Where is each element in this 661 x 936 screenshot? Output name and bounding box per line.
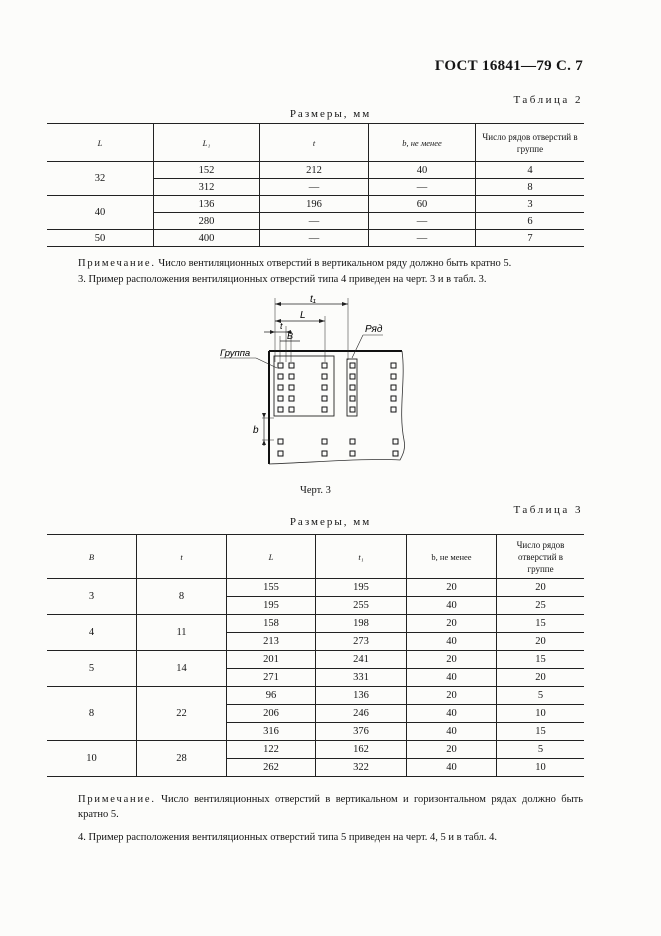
note1-text: Число вентиляционных отверстий в вертикальном ряду должно быть кратно 5. [158,258,512,269]
table-row [47,741,584,759]
table3-cell: 213 [227,633,316,651]
table2-cell: — [260,213,369,230]
table3-cell-t: 11 [137,615,227,651]
table3-sizes-label: Размеры, мм [289,516,372,528]
table3-cell: 5 [497,741,585,759]
table2-header-L1: L₁ [154,124,260,162]
table3-header-row [47,535,584,579]
table3-cell-B: 5 [47,651,137,687]
table3-cell-t: 14 [137,651,227,687]
group-label: Группа [220,348,251,359]
table3-cell: 273 [316,633,407,651]
vent-hole [322,374,327,379]
table3-cell: 10 [497,759,585,777]
table-3 [47,534,584,777]
table3-cell: 20 [407,579,497,597]
table3-header-rows: Число рядов отверстий в группе [497,535,585,579]
table-row [47,230,584,247]
table3-cell: 255 [316,597,407,615]
table2-cell: 8 [476,179,585,196]
table3-cell: 40 [407,633,497,651]
table3-cell: 376 [316,723,407,741]
vent-hole [350,439,355,444]
table3-cell: 122 [227,741,316,759]
table3-header-B: B [47,535,137,579]
table3-body [47,579,584,777]
dim-L-arrow-right [319,319,325,323]
table3-cell: 195 [227,597,316,615]
row-leader [352,335,363,358]
vent-hole [322,385,327,390]
table3-cell: 206 [227,705,316,723]
dim-t1-arrow-left [275,302,281,306]
dim-B-label: B [287,331,294,341]
page-header: ГОСТ 16841—79 С. 7 [434,58,583,74]
table2-header-rows: Число рядов отверстий в группе [476,124,585,162]
table3-cell: 20 [407,687,497,705]
table3-cell-t: 28 [137,741,227,777]
dim-t1-label: t₁ [310,294,316,305]
table2-cell-L: 32 [47,162,154,196]
vent-hole [278,374,283,379]
table2-cell: 7 [476,230,585,247]
vent-hole [350,363,355,368]
vent-hole [350,374,355,379]
table3-cell-B: 10 [47,741,137,777]
note1-label: Примечание. [78,258,156,269]
table2-cell: 136 [154,196,260,213]
table3-cell: 158 [227,615,316,633]
dim-b-arrow-top [262,413,266,418]
table2-cell: 400 [154,230,260,247]
table2-cell: 280 [154,213,260,230]
table-row [47,579,584,597]
table2-caption: Таблица 2 [513,94,583,106]
table-row [47,196,584,213]
table3-cell-t: 8 [137,579,227,615]
vent-hole [322,439,327,444]
table2-cell-L: 50 [47,230,154,247]
note-1 [78,256,583,271]
table3-cell: 322 [316,759,407,777]
table3-cell: 20 [497,633,585,651]
table3-cell-B: 8 [47,687,137,741]
table-row [47,162,584,179]
row-label: Ряд [365,324,383,335]
table3-cell: 5 [497,687,585,705]
vent-hole [289,363,294,368]
table2-header-t: t [260,124,369,162]
table3-cell: 20 [407,741,497,759]
table3-cell-B: 4 [47,615,137,651]
vent-hole [322,451,327,456]
paragraph-4: 4. Пример расположения вентиляционных отверстий типа 5 приведен на черт. 4, 5 и в табл. 4. [78,832,498,843]
table2-cell: 212 [260,162,369,179]
table2-cell: — [369,213,476,230]
table2-sizes-label: Размеры, мм [289,108,372,120]
table3-cell: 162 [316,741,407,759]
table3-cell: 15 [497,651,585,669]
table3-cell: 246 [316,705,407,723]
table3-cell: 40 [407,597,497,615]
vent-hole [278,439,283,444]
vent-hole [278,407,283,412]
table2-header-L: L [47,124,154,162]
dim-L-label: L [300,310,306,321]
table-row [47,651,584,669]
vent-hole [322,396,327,401]
vent-hole [278,385,283,390]
table3-cell: 10 [497,705,585,723]
table3-cell: 40 [407,759,497,777]
table3-cell: 20 [497,579,585,597]
vent-hole [278,451,283,456]
table-2 [47,123,584,247]
table2-cell: — [260,179,369,196]
vent-hole [391,385,396,390]
vent-hole [278,396,283,401]
vent-hole [350,396,355,401]
table2-cell: 4 [476,162,585,179]
table2-cell: 196 [260,196,369,213]
vent-hole [322,407,327,412]
table2-cell: 3 [476,196,585,213]
table3-cell: 15 [497,615,585,633]
vent-hole [322,363,327,368]
table3-cell: 316 [227,723,316,741]
drawing-3 [200,290,430,470]
table3-header-b: b, не менее [407,535,497,579]
table2-cell: 6 [476,213,585,230]
vent-hole [289,407,294,412]
dim-b-arrow-bottom [262,440,266,445]
table2-body [47,162,584,247]
table3-header-t: t [137,535,227,579]
vent-hole [289,385,294,390]
vent-hole [289,396,294,401]
table3-cell: 96 [227,687,316,705]
table3-caption: Таблица 3 [513,504,583,516]
table2-cell-L: 40 [47,196,154,230]
note2-text: Число вентиляционных отверстий в вертикальном и горизонтальном рядах должно быть кратно 5. [78,794,584,820]
table-row [47,687,584,705]
vent-hole [391,374,396,379]
table3-cell: 271 [227,669,316,687]
table-row [47,615,584,633]
table3-cell: 20 [407,615,497,633]
table2-header-b: b, не менее [369,124,476,162]
table3-cell: 40 [407,705,497,723]
dim-b-label: b [253,425,259,436]
table3-cell: 195 [316,579,407,597]
table3-cell: 25 [497,597,585,615]
vent-hole [391,407,396,412]
vent-hole [391,363,396,368]
table3-cell-B: 3 [47,579,137,615]
table2-header-row [47,124,584,162]
vent-hole [350,385,355,390]
table3-cell-t: 22 [137,687,227,741]
vent-holes [278,363,398,456]
dim-t-label: t [280,321,283,331]
vent-hole [350,451,355,456]
table2-cell: 312 [154,179,260,196]
note2-label: Примечание. [78,794,156,805]
vent-hole [289,374,294,379]
table3-header-L: L [227,535,316,579]
table3-cell: 136 [316,687,407,705]
table3-cell: 15 [497,723,585,741]
vent-hole [391,396,396,401]
table3-cell: 20 [497,669,585,687]
table3-cell: 40 [407,723,497,741]
vent-hole [350,407,355,412]
table2-cell: 60 [369,196,476,213]
table3-cell: 201 [227,651,316,669]
table2-cell: — [260,230,369,247]
table3-cell: 40 [407,669,497,687]
table3-cell: 198 [316,615,407,633]
dim-t1-arrow-right [342,302,348,306]
table2-cell: 152 [154,162,260,179]
vent-hole [393,451,398,456]
table2-cell: 40 [369,162,476,179]
vent-hole [393,439,398,444]
table3-cell: 20 [407,651,497,669]
vent-hole [278,363,283,368]
table3-cell: 241 [316,651,407,669]
drawing-caption: Черт. 3 [300,485,331,496]
dim-t-arrow-left [270,330,275,334]
table3-cell: 331 [316,669,407,687]
table3-cell: 262 [227,759,316,777]
paragraph-3: 3. Пример расположения вентиляционных отверстий типа 4 приведен на черт. 3 и в табл. 3. [78,274,487,285]
table3-header-t1: t₁ [316,535,407,579]
table2-cell: — [369,230,476,247]
table3-cell: 155 [227,579,316,597]
table2-cell: — [369,179,476,196]
note-2 [78,792,583,822]
